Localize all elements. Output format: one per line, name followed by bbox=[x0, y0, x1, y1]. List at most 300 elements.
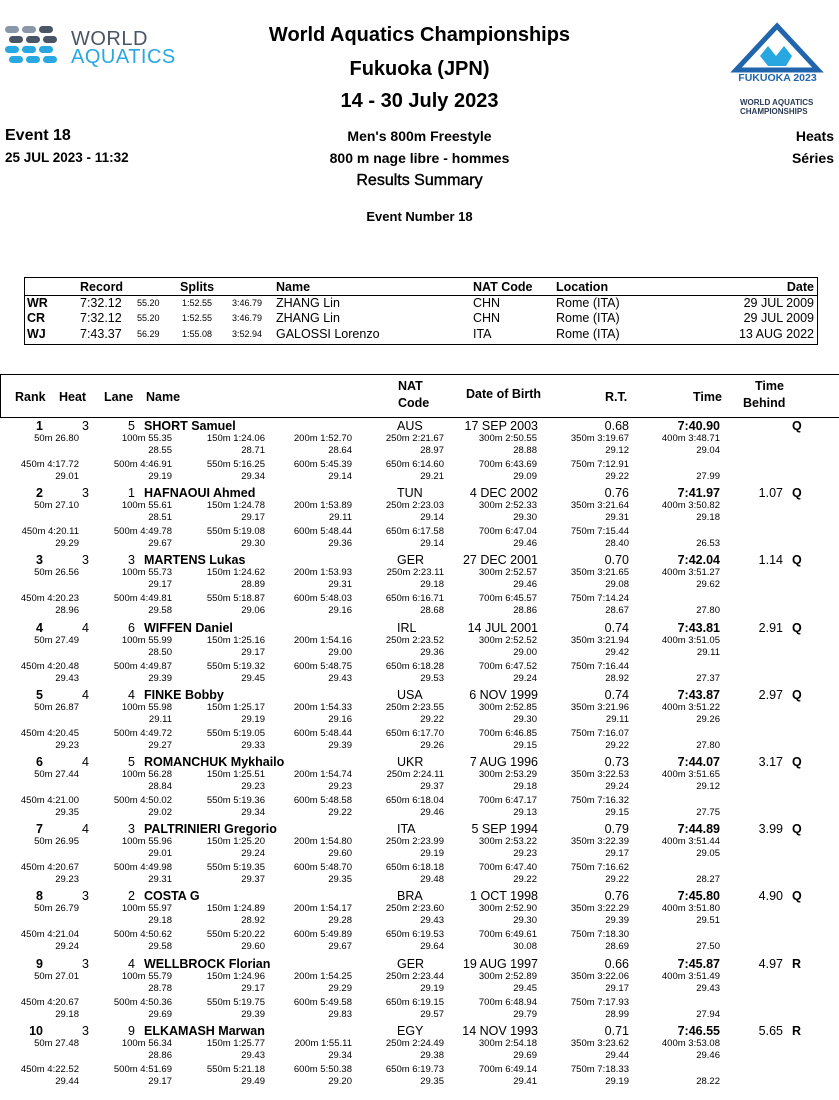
split-cumulative: 300m 2:52.89 bbox=[478, 970, 537, 982]
split-lap: 29.24 bbox=[513, 672, 537, 684]
split-cumulative: 50m 26.95 bbox=[34, 836, 79, 848]
event-label: Event 18 bbox=[5, 127, 71, 144]
col-lane: Lane bbox=[104, 390, 134, 404]
athlete-time: 7:42.04 bbox=[677, 553, 720, 568]
split-cumulative: 100m 56.34 bbox=[121, 1037, 172, 1049]
split-cumulative: 300m 2:52.90 bbox=[478, 903, 537, 915]
split-lap: 29.17 bbox=[605, 848, 629, 860]
athlete-time-behind: 1.07 bbox=[758, 486, 783, 501]
split-lap: 28.89 bbox=[241, 579, 265, 591]
athlete-dob: 17 SEP 2003 bbox=[464, 419, 538, 433]
split-cumulative: 750m 7:15.44 bbox=[570, 526, 629, 538]
split-lap: 29.60 bbox=[241, 941, 265, 953]
record-nat: CHN bbox=[473, 311, 501, 325]
split-cumulative: 650m 6:16.71 bbox=[385, 593, 444, 605]
athlete-rt: 0.70 bbox=[604, 553, 629, 568]
athlete-row bbox=[0, 889, 839, 957]
split-cumulative: 100m 56.28 bbox=[121, 769, 172, 780]
split-lap: 29.26 bbox=[420, 739, 444, 751]
record-split-1: 56.29 bbox=[137, 329, 160, 339]
split-cumulative: 250m 2:23.99 bbox=[385, 836, 444, 848]
athlete-time: 7:46.55 bbox=[677, 1023, 720, 1038]
fukuoka-mountain-icon bbox=[720, 22, 835, 76]
athlete-row bbox=[0, 1024, 839, 1092]
split-cumulative: 350m 3:23.62 bbox=[570, 1037, 629, 1049]
record-type: WJ bbox=[27, 327, 46, 341]
athlete-nat: GER bbox=[397, 956, 425, 971]
split-lap: 28.22 bbox=[696, 1075, 720, 1087]
split-cumulative: 200m 1:54.74 bbox=[293, 769, 352, 780]
split-lap: 28.96 bbox=[55, 605, 79, 617]
athlete-dob: 27 DEC 2001 bbox=[462, 553, 538, 568]
split-cumulative: 700m 6:46.85 bbox=[478, 727, 537, 739]
athlete-qualification: R bbox=[792, 956, 802, 971]
split-lap: 29.46 bbox=[513, 538, 537, 550]
split-lap: 28.71 bbox=[241, 445, 265, 456]
split-cumulative: 550m 5:19.75 bbox=[206, 996, 265, 1008]
athlete-nat: EGY bbox=[397, 1023, 424, 1038]
championship-title: World Aquatics Championships bbox=[268, 24, 571, 46]
split-cumulative: 300m 2:52.85 bbox=[478, 701, 537, 713]
split-lap: 29.12 bbox=[605, 445, 629, 456]
athlete-heat: 3 bbox=[82, 956, 89, 971]
athlete-row bbox=[0, 688, 839, 756]
athlete-lane: 5 bbox=[128, 755, 135, 769]
split-lap: 29.18 bbox=[420, 579, 444, 591]
split-cumulative: 250m 2:24.11 bbox=[386, 769, 444, 780]
split-lap: 29.34 bbox=[241, 471, 265, 482]
split-cumulative: 250m 2:23.44 bbox=[385, 970, 444, 982]
split-cumulative: 350m 3:22.06 bbox=[570, 970, 629, 982]
split-lap: 29.43 bbox=[328, 672, 352, 684]
athlete-dob: 4 DEC 2002 bbox=[469, 486, 538, 501]
athlete-rt: 0.66 bbox=[604, 956, 629, 971]
split-cumulative: 500m 4:49.78 bbox=[113, 526, 172, 538]
split-lap: 29.30 bbox=[513, 713, 537, 725]
split-lap: 29.28 bbox=[328, 915, 352, 927]
split-cumulative: 650m 6:18.28 bbox=[385, 660, 444, 672]
athlete-qualification: Q bbox=[792, 755, 802, 769]
records-header-record: Record bbox=[80, 280, 124, 294]
col-rt: R.T. bbox=[605, 390, 628, 404]
record-date: 29 JUL 2009 bbox=[743, 311, 814, 325]
athlete-lane: 1 bbox=[128, 486, 135, 501]
split-cumulative: 650m 6:17.58 bbox=[385, 526, 444, 538]
split-cumulative: 700m 6:47.17 bbox=[478, 795, 537, 806]
split-cumulative: 200m 1:54.17 bbox=[293, 903, 352, 915]
split-cumulative: 550m 5:20.22 bbox=[206, 929, 265, 941]
split-lap: 29.36 bbox=[328, 538, 352, 550]
split-cumulative: 200m 1:54.25 bbox=[293, 970, 352, 982]
col-behind-2: Behind bbox=[743, 396, 786, 410]
split-lap: 29.17 bbox=[241, 982, 265, 994]
split-cumulative: 700m 6:43.69 bbox=[478, 459, 537, 470]
split-cumulative: 300m 2:53.22 bbox=[478, 836, 537, 848]
athlete-time-behind: 3.99 bbox=[758, 822, 783, 837]
split-lap: 28.92 bbox=[241, 915, 265, 927]
split-cumulative: 200m 1:52.70 bbox=[293, 433, 352, 444]
split-lap: 29.39 bbox=[328, 739, 352, 751]
split-lap: 29.17 bbox=[241, 646, 265, 658]
records-table bbox=[24, 277, 818, 345]
split-lap: 29.43 bbox=[696, 982, 720, 994]
record-split-3: 3:46.79 bbox=[232, 313, 263, 323]
split-lap: 29.17 bbox=[605, 982, 629, 994]
logo-line2: AQUATICS bbox=[71, 46, 176, 68]
split-cumulative: 50m 26.80 bbox=[34, 433, 79, 444]
split-lap: 29.21 bbox=[420, 471, 444, 482]
split-lap: 28.86 bbox=[513, 605, 537, 617]
athlete-dob: 5 SEP 1994 bbox=[471, 822, 538, 837]
split-cumulative: 50m 27.48 bbox=[34, 1037, 79, 1049]
championship-dates: 14 - 30 July 2023 bbox=[340, 90, 499, 112]
split-lap: 29.24 bbox=[55, 941, 79, 953]
split-lap: 29.29 bbox=[55, 538, 79, 550]
athlete-time: 7:44.07 bbox=[677, 755, 720, 769]
split-lap: 29.16 bbox=[328, 713, 352, 725]
split-cumulative: 400m 3:50.82 bbox=[661, 500, 720, 512]
split-cumulative: 600m 5:48.70 bbox=[293, 862, 352, 874]
split-cumulative: 350m 3:21.64 bbox=[570, 500, 629, 512]
split-lap: 28.40 bbox=[605, 538, 629, 550]
athlete-name: PALTRINIERI Gregorio bbox=[144, 822, 277, 837]
record-nat: ITA bbox=[473, 327, 492, 341]
split-cumulative: 400m 3:51.65 bbox=[661, 769, 720, 780]
split-cumulative: 350m 3:19.67 bbox=[570, 433, 629, 444]
athlete-qualification: Q bbox=[792, 620, 802, 635]
split-lap: 29.31 bbox=[148, 874, 172, 886]
split-cumulative: 150m 1:25.17 bbox=[206, 701, 265, 713]
record-location: Rome (ITA) bbox=[556, 296, 620, 310]
split-cumulative: 100m 55.98 bbox=[121, 701, 172, 713]
split-lap: 29.43 bbox=[241, 1049, 265, 1061]
split-cumulative: 500m 4:50.02 bbox=[113, 795, 172, 806]
athlete-time: 7:40.90 bbox=[677, 419, 720, 433]
athlete-rt: 0.79 bbox=[604, 822, 629, 837]
split-lap: 29.35 bbox=[55, 807, 79, 818]
split-lap: 29.16 bbox=[328, 605, 352, 617]
split-cumulative: 350m 3:21.96 bbox=[570, 701, 629, 713]
split-lap: 28.88 bbox=[513, 445, 537, 456]
athlete-nat: TUN bbox=[397, 486, 423, 501]
event-number: Event Number 18 bbox=[366, 209, 473, 224]
athlete-heat: 3 bbox=[82, 1023, 89, 1038]
athlete-qualification: Q bbox=[792, 553, 802, 568]
split-lap: 29.06 bbox=[241, 605, 265, 617]
split-cumulative: 250m 2:23.11 bbox=[386, 567, 444, 579]
split-cumulative: 650m 6:18.04 bbox=[385, 795, 444, 806]
split-cumulative: 700m 6:48.94 bbox=[478, 996, 537, 1008]
split-lap: 29.45 bbox=[241, 672, 265, 684]
split-cumulative: 700m 6:45.57 bbox=[478, 593, 537, 605]
split-lap: 29.19 bbox=[605, 1075, 629, 1087]
split-lap: 29.14 bbox=[420, 512, 444, 524]
athlete-name: SHORT Samuel bbox=[144, 419, 236, 433]
split-cumulative: 150m 1:24.89 bbox=[206, 903, 265, 915]
split-cumulative: 150m 1:25.16 bbox=[206, 634, 265, 646]
split-cumulative: 500m 4:49.87 bbox=[113, 660, 172, 672]
split-cumulative: 400m 3:51.27 bbox=[661, 567, 720, 579]
split-lap: 29.38 bbox=[420, 1049, 444, 1061]
athlete-lane: 9 bbox=[128, 1023, 135, 1038]
split-lap: 30.08 bbox=[513, 941, 537, 953]
split-cumulative: 750m 7:18.33 bbox=[570, 1063, 629, 1075]
split-lap: 29.31 bbox=[328, 579, 352, 591]
record-type: WR bbox=[27, 296, 48, 310]
athlete-rank: 4 bbox=[36, 620, 43, 635]
athlete-nat: BRA bbox=[397, 889, 423, 904]
records-header-name: Name bbox=[276, 280, 311, 294]
split-lap: 29.09 bbox=[513, 471, 537, 482]
split-lap: 27.94 bbox=[696, 1008, 720, 1020]
split-cumulative: 400m 3:51.49 bbox=[661, 970, 720, 982]
split-cumulative: 300m 2:52.33 bbox=[478, 500, 537, 512]
athlete-time: 7:45.80 bbox=[677, 889, 720, 904]
split-cumulative: 150m 1:24.96 bbox=[206, 970, 265, 982]
split-cumulative: 450m 4:21.00 bbox=[20, 795, 79, 806]
athlete-row bbox=[0, 957, 839, 1025]
split-lap: 29.23 bbox=[513, 848, 537, 860]
split-lap: 29.46 bbox=[696, 1049, 720, 1061]
split-cumulative: 500m 4:50.62 bbox=[113, 929, 172, 941]
split-lap: 29.69 bbox=[148, 1008, 172, 1020]
split-cumulative: 500m 4:49.72 bbox=[113, 727, 172, 739]
split-lap: 29.00 bbox=[328, 646, 352, 658]
split-lap: 29.24 bbox=[241, 848, 265, 860]
split-cumulative: 750m 7:14.24 bbox=[570, 593, 629, 605]
athlete-name: WELLBROCK Florian bbox=[144, 956, 271, 971]
split-cumulative: 300m 2:52.57 bbox=[478, 567, 537, 579]
athlete-time-behind: 2.91 bbox=[758, 620, 783, 635]
split-cumulative: 400m 3:53.08 bbox=[661, 1037, 720, 1049]
athlete-row bbox=[0, 621, 839, 689]
athlete-dob: 14 NOV 1993 bbox=[462, 1023, 538, 1038]
split-cumulative: 200m 1:53.89 bbox=[293, 500, 352, 512]
split-lap: 29.22 bbox=[328, 807, 352, 818]
results-table-header bbox=[0, 374, 839, 418]
split-lap: 29.04 bbox=[696, 445, 720, 456]
record-split-3: 3:46.79 bbox=[232, 298, 263, 308]
split-lap: 27.37 bbox=[696, 672, 720, 684]
split-lap: 29.33 bbox=[241, 739, 265, 751]
split-lap: 29.08 bbox=[605, 579, 629, 591]
athlete-time-behind: 4.90 bbox=[758, 889, 783, 904]
split-lap: 28.92 bbox=[605, 672, 629, 684]
athlete-name: ELKAMASH Marwan bbox=[144, 1023, 265, 1038]
athlete-row bbox=[0, 755, 839, 823]
split-lap: 29.13 bbox=[513, 807, 537, 818]
split-cumulative: 550m 5:21.18 bbox=[206, 1063, 265, 1075]
record-name: GALOSSI Lorenzo bbox=[276, 327, 380, 341]
split-cumulative: 600m 5:45.39 bbox=[293, 459, 352, 470]
split-lap: 29.39 bbox=[605, 915, 629, 927]
records-header-date: Date bbox=[786, 280, 814, 294]
split-cumulative: 100m 55.61 bbox=[121, 500, 172, 512]
athlete-heat: 4 bbox=[82, 620, 89, 635]
col-heat: Heat bbox=[59, 390, 87, 404]
split-lap: 29.31 bbox=[605, 512, 629, 524]
split-lap: 29.24 bbox=[605, 781, 629, 792]
split-lap: 29.00 bbox=[513, 646, 537, 658]
athlete-heat: 3 bbox=[82, 419, 89, 433]
record-date: 13 AUG 2022 bbox=[738, 327, 814, 341]
split-cumulative: 700m 6:49.14 bbox=[478, 1063, 537, 1075]
split-cumulative: 600m 5:48.75 bbox=[293, 660, 352, 672]
record-time: 7:32.12 bbox=[80, 296, 122, 310]
split-lap: 29.11 bbox=[605, 713, 629, 725]
split-lap: 29.46 bbox=[420, 807, 444, 818]
split-cumulative: 700m 6:49.61 bbox=[478, 929, 537, 941]
split-lap: 29.22 bbox=[513, 874, 537, 886]
athlete-time-behind: 2.97 bbox=[758, 687, 783, 702]
split-cumulative: 450m 4:17.72 bbox=[20, 459, 79, 470]
col-time: Time bbox=[693, 390, 722, 404]
record-split-1: 55.20 bbox=[137, 298, 160, 308]
split-lap: 29.67 bbox=[328, 941, 352, 953]
athlete-time: 7:44.89 bbox=[677, 822, 720, 837]
athlete-rt: 0.68 bbox=[604, 419, 629, 433]
event-name-fr: 800 m nage libre - hommes bbox=[329, 150, 510, 166]
split-lap: 29.35 bbox=[328, 874, 352, 886]
split-lap: 29.79 bbox=[513, 1008, 537, 1020]
split-cumulative: 550m 5:19.05 bbox=[206, 727, 265, 739]
split-lap: 29.11 bbox=[696, 646, 720, 658]
athlete-rank: 9 bbox=[36, 956, 43, 971]
split-lap: 29.36 bbox=[420, 646, 444, 658]
split-lap: 29.41 bbox=[513, 1075, 537, 1087]
split-cumulative: 500m 4:46.91 bbox=[113, 459, 172, 470]
split-lap: 29.46 bbox=[513, 579, 537, 591]
split-lap: 29.30 bbox=[241, 538, 265, 550]
athlete-lane: 4 bbox=[128, 687, 135, 702]
split-cumulative: 400m 3:51.80 bbox=[661, 903, 720, 915]
records-header-splits: Splits bbox=[180, 280, 215, 294]
split-cumulative: 650m 6:18.18 bbox=[385, 862, 444, 874]
athlete-lane: 3 bbox=[128, 553, 135, 568]
split-lap: 28.68 bbox=[420, 605, 444, 617]
split-cumulative: 750m 7:16.62 bbox=[570, 862, 629, 874]
split-cumulative: 450m 4:20.67 bbox=[20, 996, 79, 1008]
record-row bbox=[25, 295, 817, 312]
athlete-dob: 6 NOV 1999 bbox=[469, 687, 538, 702]
record-split-2: 1:52.55 bbox=[182, 313, 213, 323]
split-lap: 29.30 bbox=[513, 512, 537, 524]
split-cumulative: 450m 4:20.67 bbox=[20, 862, 79, 874]
athlete-name: COSTA G bbox=[144, 889, 200, 904]
athlete-rank: 3 bbox=[36, 553, 43, 568]
athlete-lane: 6 bbox=[128, 620, 135, 635]
split-cumulative: 750m 7:16.44 bbox=[570, 660, 629, 672]
split-cumulative: 650m 6:19.53 bbox=[385, 929, 444, 941]
athlete-lane: 2 bbox=[128, 889, 135, 904]
split-cumulative: 700m 6:47.04 bbox=[478, 526, 537, 538]
event-name-en: Men's 800m Freestyle bbox=[347, 128, 492, 144]
split-cumulative: 450m 4:20.23 bbox=[20, 593, 79, 605]
split-lap: 29.34 bbox=[328, 1049, 352, 1061]
split-lap: 29.37 bbox=[241, 874, 265, 886]
results-summary-title: Results Summary bbox=[356, 172, 483, 189]
split-lap: 29.58 bbox=[148, 605, 172, 617]
split-cumulative: 650m 6:19.73 bbox=[385, 1063, 444, 1075]
split-lap: 29.23 bbox=[55, 874, 79, 886]
split-cumulative: 650m 6:17.70 bbox=[385, 727, 444, 739]
split-lap: 28.27 bbox=[696, 874, 720, 886]
split-cumulative: 650m 6:14.60 bbox=[385, 459, 444, 470]
split-cumulative: 350m 3:22.29 bbox=[570, 903, 629, 915]
athlete-dob: 1 OCT 1998 bbox=[470, 889, 538, 904]
record-nat: CHN bbox=[473, 296, 501, 310]
split-cumulative: 600m 5:48.58 bbox=[293, 795, 352, 806]
split-cumulative: 50m 26.79 bbox=[34, 903, 79, 915]
split-lap: 28.50 bbox=[148, 646, 172, 658]
split-cumulative: 450m 4:20.48 bbox=[20, 660, 79, 672]
split-cumulative: 100m 55.99 bbox=[121, 634, 172, 646]
split-lap: 29.15 bbox=[605, 807, 629, 818]
split-lap: 29.19 bbox=[420, 848, 444, 860]
split-cumulative: 750m 7:16.07 bbox=[570, 727, 629, 739]
split-cumulative: 150m 1:25.77 bbox=[206, 1037, 265, 1049]
split-lap: 27.75 bbox=[696, 807, 720, 818]
athlete-name: ROMANCHUK Mykhailo bbox=[144, 755, 285, 769]
split-lap: 29.18 bbox=[55, 1008, 79, 1020]
split-lap: 29.15 bbox=[513, 739, 537, 751]
split-lap: 29.22 bbox=[605, 874, 629, 886]
fukuoka-2023-logo bbox=[720, 22, 835, 122]
split-lap: 29.27 bbox=[148, 739, 172, 751]
split-lap: 29.20 bbox=[328, 1075, 352, 1087]
record-split-2: 1:52.55 bbox=[182, 298, 213, 308]
split-cumulative: 250m 2:23.55 bbox=[385, 701, 444, 713]
split-lap: 29.01 bbox=[55, 471, 79, 482]
athlete-rt: 0.74 bbox=[604, 620, 629, 635]
athlete-time: 7:41.97 bbox=[677, 486, 720, 501]
split-lap: 29.39 bbox=[148, 672, 172, 684]
split-cumulative: 750m 7:16.32 bbox=[570, 795, 629, 806]
split-lap: 26.53 bbox=[696, 538, 720, 550]
athlete-time-behind: 5.65 bbox=[758, 1023, 783, 1038]
split-lap: 29.22 bbox=[420, 713, 444, 725]
split-cumulative: 50m 27.44 bbox=[34, 769, 79, 780]
split-cumulative: 550m 5:19.35 bbox=[206, 862, 265, 874]
record-row bbox=[25, 311, 817, 327]
athlete-row bbox=[0, 822, 839, 890]
athlete-row bbox=[0, 486, 839, 554]
split-cumulative: 100m 55.35 bbox=[121, 433, 172, 444]
split-lap: 28.55 bbox=[148, 445, 172, 456]
record-location: Rome (ITA) bbox=[556, 327, 620, 341]
event-datetime: 25 JUL 2023 - 11:32 bbox=[5, 150, 129, 165]
split-cumulative: 100m 55.79 bbox=[121, 970, 172, 982]
athlete-rank: 10 bbox=[29, 1023, 43, 1038]
athlete-heat: 4 bbox=[82, 822, 89, 837]
split-cumulative: 600m 5:48.44 bbox=[293, 727, 352, 739]
split-cumulative: 100m 55.73 bbox=[121, 567, 172, 579]
split-cumulative: 500m 4:51.69 bbox=[113, 1063, 172, 1075]
split-cumulative: 250m 2:24.49 bbox=[385, 1037, 444, 1049]
split-lap: 29.23 bbox=[328, 781, 352, 792]
athlete-rt: 0.74 bbox=[604, 687, 629, 702]
split-cumulative: 350m 3:21.65 bbox=[570, 567, 629, 579]
split-cumulative: 350m 3:22.39 bbox=[570, 836, 629, 848]
split-lap: 29.29 bbox=[328, 982, 352, 994]
split-lap: 29.57 bbox=[420, 1008, 444, 1020]
split-cumulative: 200m 1:54.80 bbox=[293, 836, 352, 848]
split-lap: 27.50 bbox=[696, 941, 720, 953]
split-lap: 28.51 bbox=[148, 512, 172, 524]
records-header-nat: NAT Code bbox=[473, 280, 533, 294]
record-name: ZHANG Lin bbox=[276, 296, 340, 310]
split-cumulative: 250m 2:23.03 bbox=[385, 500, 444, 512]
